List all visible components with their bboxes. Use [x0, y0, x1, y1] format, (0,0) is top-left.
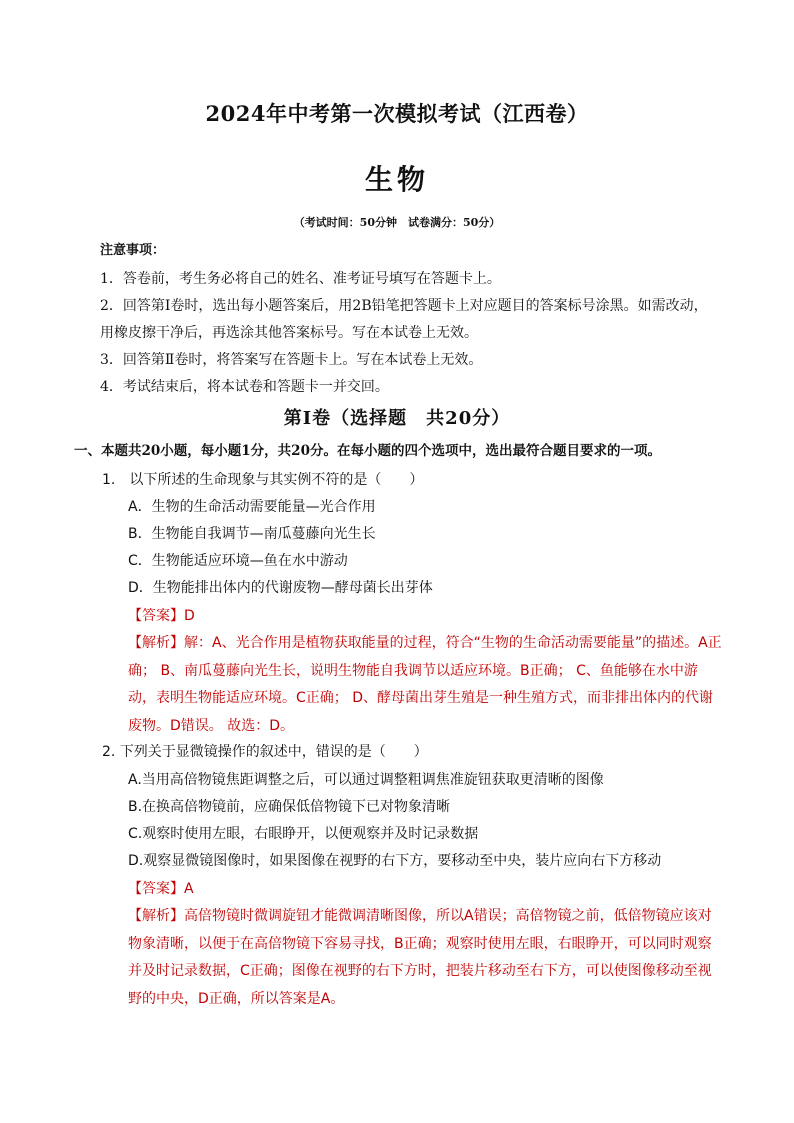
question-2-option-a: A.当用高倍物镜焦距调整之后，可以通过调整粗调焦准旋钮获取更清晰的图像: [128, 772, 604, 788]
section-instruction: 一、本题共20小题，每小题1分，共20分。在每小题的四个选项中，选出最符合题目要求的一项。: [74, 443, 661, 459]
notice-item: 1．答卷前，考生务必将自己的姓名、准考证号填写在答题卡上。: [100, 271, 501, 287]
question-2-option-c: C.观察时使用左眼，右眼睁开，以便观察并及时记录数据: [128, 826, 479, 842]
question-1-explanation: 【解析】解：A、光合作用是植物获取能量的过程，符合“生物的生命活动需要能量”的描述。A正确； B、南瓜蔓藤向光生长，说明生物能自我调节以适应环境。B正确； C、鱼能够在水中游动，表明生物能适应环境。C正确； D、酵母菌出芽生殖是一种生殖方式，而非排出体内的代谢废物。D错误。 故选：D。: [128, 635, 722, 734]
question-1-option-b: B．生物能自我调节—南瓜蔓藤向光生长: [128, 526, 376, 542]
subject-title: 生物: [364, 163, 429, 196]
notice-item-continued: 用橡皮擦干净后，再选涂其他答案标号。写在本试卷上无效。: [100, 325, 478, 341]
question-2-answer: 【答案】A: [128, 881, 194, 897]
notice-item: 2．回答第Ⅰ卷时，选出每小题答案后，用2B铅笔把答题卡上对应题目的答案标号涂黑。如需改动，: [100, 298, 708, 314]
question-2-option-b: B.在换高倍物镜前，应确保低倍物镜下已对物象清晰: [128, 799, 451, 815]
exam-info: （考试时间：50分钟 试卷满分：50分）: [293, 216, 501, 229]
question-1-option-a: A．生物的生命活动需要能量—光合作用: [128, 499, 376, 515]
question-1-option-d: D．生物能排出体内的代谢废物—酵母菌长出芽体: [128, 580, 433, 596]
question-2-explanation: 【解析】高倍物镜时微调旋钮才能微调清晰图像，所以A错误；高倍物镜之前，低倍物镜应该对物象清晰，以便于在高倍物镜下容易寻找，B正确；观察时使用左眼，右眼睁开，可以同时观察并及时记录数据，C正确；图像在视野的右下方时，把装片移动至右下方，可以使图像移动至视野的中央，D正确，所以答案是A。: [128, 908, 712, 1007]
section-title: 第Ⅰ卷（选择题 共20分）: [283, 408, 511, 429]
exam-title: 2024年中考第一次模拟考试（江西卷）: [205, 101, 589, 126]
question-2-stem: 2. 下列关于显微镜操作的叙述中，错误的是（ ）: [102, 744, 428, 760]
notice-item: 3．回答第Ⅱ卷时，将答案写在答题卡上。写在本试卷上无效。: [100, 352, 483, 368]
question-1-stem: 1. 以下所述的生命现象与其实例不符的是（ ）: [102, 472, 424, 488]
notice-heading: 注意事项：: [100, 243, 166, 258]
question-1-answer: 【答案】D: [128, 608, 195, 624]
notice-item: 4．考试结束后，将本试卷和答题卡一并交回。: [100, 379, 389, 395]
question-1-option-c: C．生物能适应环境—鱼在水中游动: [128, 553, 348, 569]
question-2-option-d: D.观察显微镜图像时，如果图像在视野的右下方，要移动至中央，装片应向右下方移动: [128, 853, 662, 869]
